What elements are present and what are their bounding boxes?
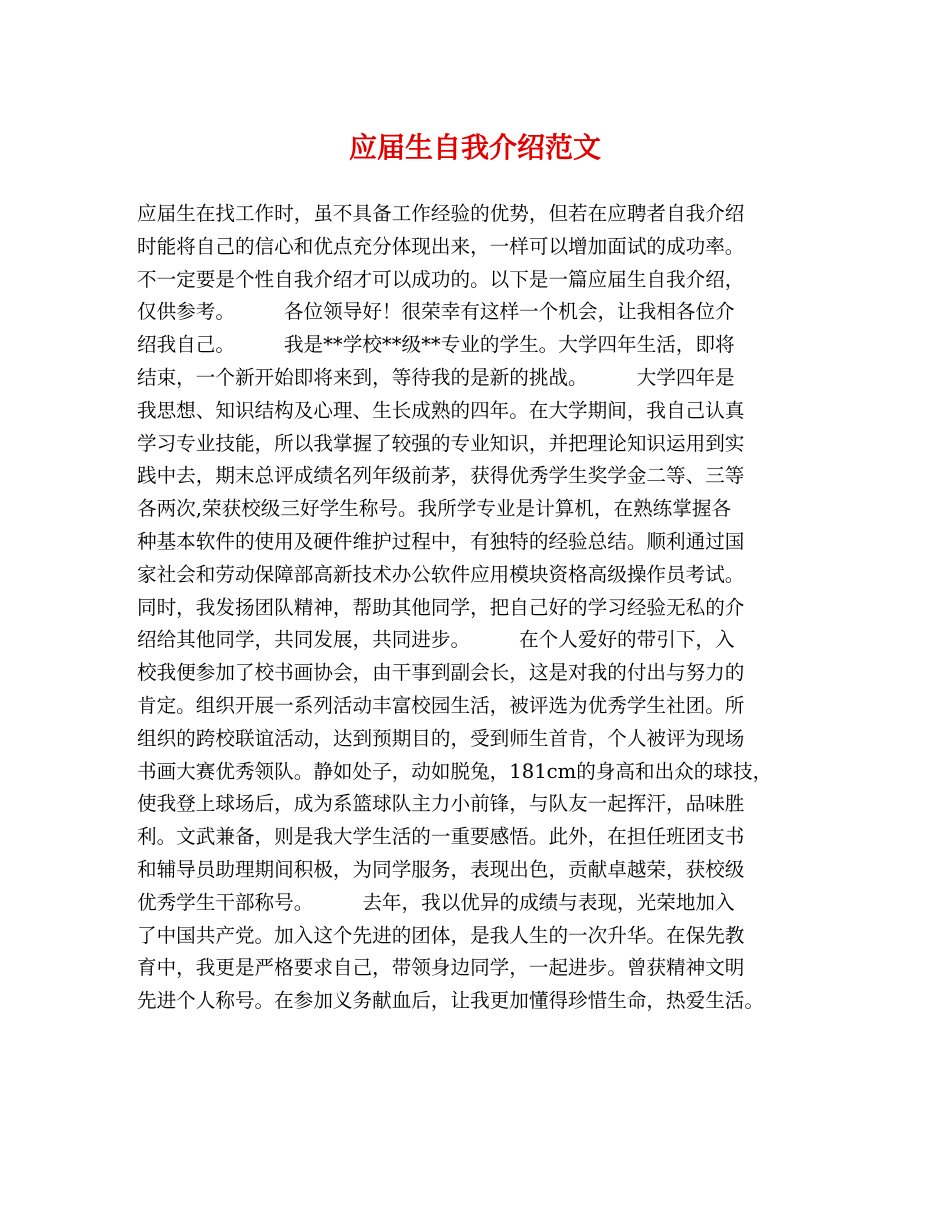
body-line: 绍给其他同学，共同发展，共同进步。 在个人爱好的带引下，入 (137, 628, 735, 652)
body-line: 时能将自己的信心和优点充分体现出来，一样可以增加面试的成功率。 (137, 234, 745, 258)
body-line: 我思想、知识结构及心理、生长成熟的四年。在大学期间，我自己认真 (137, 398, 745, 422)
body-line: 结束，一个新开始即将来到，等待我的是新的挑战。 大学四年是 (137, 365, 735, 389)
body-line: 肯定。组织开展一系列活动丰富校园生活，被评选为优秀学生社团。所 (137, 693, 745, 717)
body-line: 先进个人称号。在参加义务献血后，让我更加懂得珍惜生命，热爱生活。 (137, 989, 764, 1013)
body-line: 优秀学生干部称号。 去年，我以优异的成绩与表现，光荣地加入 (137, 890, 735, 914)
body-line: 同时，我发扬团队精神，帮助其他同学，把自己好的学习经验无私的介 (137, 595, 745, 619)
body-line: 书画大赛优秀领队。静如处子，动如脱兔，181cm的身高和出众的球技， (137, 759, 773, 783)
body-line: 家社会和劳动保障部高新技术办公软件应用模块资格高级操作员考试。 (137, 562, 745, 586)
body-line: 组织的跨校联谊活动，达到预期目的，受到师生首肯，个人被评为现场 (137, 726, 745, 750)
document-title: 应届生自我介绍范文 (348, 131, 601, 164)
body-line: 和辅导员助理期间积极，为同学服务，表现出色，贡献卓越荣，获校级 (137, 857, 745, 881)
body-line: 育中，我更是严格要求自己，带领身边同学，一起进步。曾获精神文明 (137, 956, 745, 980)
body-line: 应届生在找工作时，虽不具备工作经验的优势，但若在应聘者自我介绍 (137, 202, 745, 225)
body-line: 利。文武兼备，则是我大学生活的一重要感悟。此外，在担任班团支书 (137, 825, 745, 849)
body-line: 绍我自己。 我是**学校**级**专业的学生。大学四年生活，即将 (137, 333, 735, 357)
body-line: 使我登上球场后，成为系篮球队主力小前锋，与队友一起挥汗，品味胜 (137, 792, 745, 816)
body-line: 校我便参加了校书画协会，由干事到副会长，这是对我的付出与努力的 (137, 661, 745, 685)
body-line: 各两次,荣获校级三好学生称号。我所学专业是计算机，在熟练掌握各 (137, 497, 732, 521)
body-line: 不一定要是个性自我介绍才可以成功的。以下是一篇应届生自我介绍， (137, 267, 745, 291)
body-line: 了中国共产党。加入这个先进的团体，是我人生的一次升华。在保先教 (137, 923, 745, 947)
body-line: 践中去，期末总评成绩名列年级前茅，获得优秀学生奖学金二等、三等 (137, 464, 745, 488)
document-body (137, 198, 837, 1018)
body-line: 学习专业技能，所以我掌握了较强的专业知识，并把理论知识运用到实 (137, 431, 745, 455)
body-line: 仅供参考。 各位领导好！很荣幸有这样一个机会，让我相各位介 (137, 300, 735, 324)
body-line: 种基本软件的使用及硬件维护过程中，有独特的经验总结。顺利通过国 (137, 529, 745, 553)
